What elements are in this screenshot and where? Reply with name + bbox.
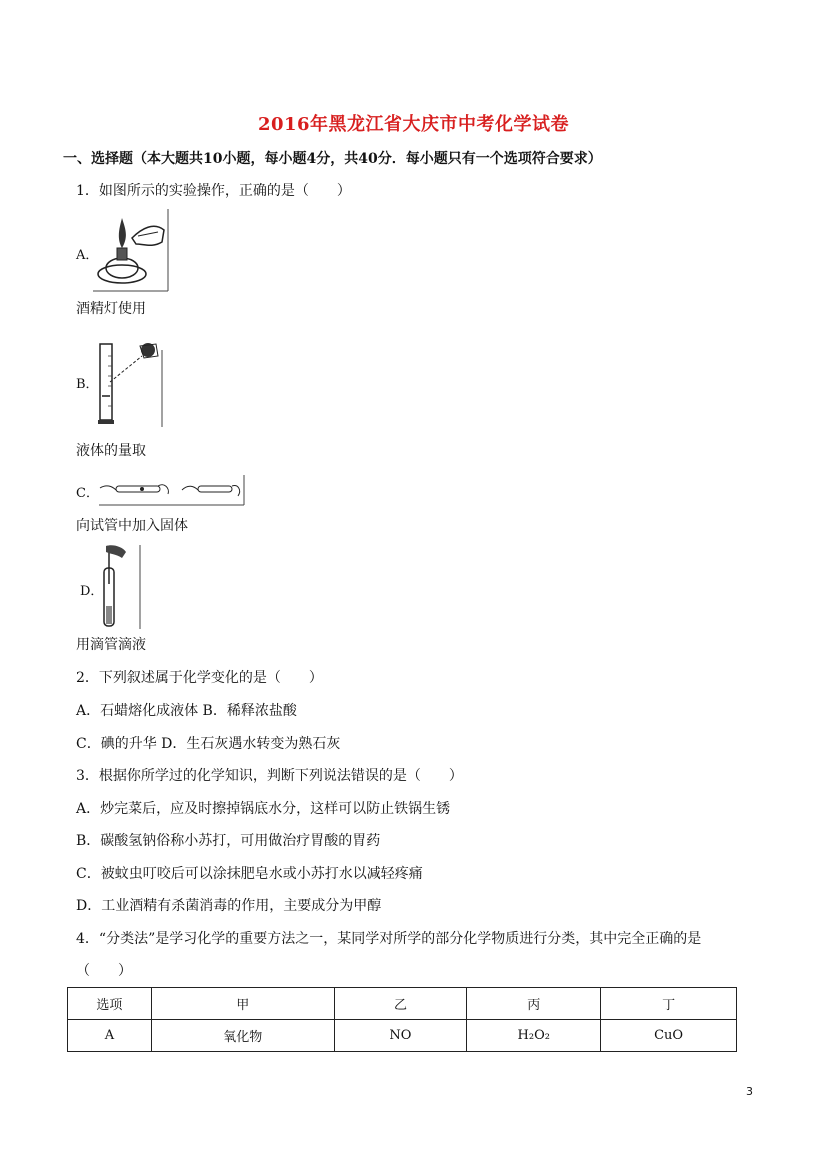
table-cell: H₂O₂: [467, 1020, 601, 1052]
table-cell: 氧化物: [151, 1020, 334, 1052]
table-cell: A: [68, 1020, 152, 1052]
section-heading: 一、选择题（本大题共10小题，每小题4分，共40分．每小题只有一个选项符合要求）: [63, 151, 602, 167]
table-header-cell: 乙: [334, 988, 467, 1020]
exam-title: 2016年黑龙江省大庆市中考化学试卷: [257, 114, 570, 135]
table-row: [68, 1020, 737, 1052]
question-3-option-b: B．碳酸氢钠俗称小苏打，可用做治疗胃酸的胃药: [76, 833, 381, 849]
question-2-stem: 2．下列叙述属于化学变化的是（ ）: [76, 670, 323, 686]
question-3-stem: 3．根据你所学过的化学知识，判断下列说法错误的是（ ）: [76, 768, 463, 784]
q1-option-b-caption: 液体的量取: [76, 443, 146, 459]
table-cell: NO: [334, 1020, 467, 1052]
question-2-options-line-1: A．石蜡熔化成液体 B．稀释浓盐酸: [76, 703, 297, 719]
table-header-cell: 丙: [467, 988, 601, 1020]
q1-option-a-letter: A．: [76, 248, 99, 263]
page-number: 3: [746, 1085, 753, 1098]
table-header-row: [68, 988, 737, 1020]
question-4-stem: 4．“分类法”是学习化学的重要方法之一，某同学对所学的部分化学物质进行分类，其中完全正确的是: [76, 931, 702, 947]
question-2-options-line-2: C．碘的升华 D．生石灰遇水转变为熟石灰: [76, 736, 341, 752]
table-header-cell: 丁: [601, 988, 737, 1020]
q1-option-d-letter: D．: [80, 584, 104, 599]
question-3-option-c: C．被蚊虫叮咬后可以涂抹肥皂水或小苏打水以减轻疼痛: [76, 866, 423, 882]
dropper-figure: [100, 544, 142, 630]
graduated-cylinder-figure: [98, 336, 164, 428]
question-4-stem-continued: （ ）: [76, 963, 132, 979]
question-3-option-a: A．炒完菜后，应及时擦掉锅底水分，这样可以防止铁锅生锈: [76, 801, 451, 817]
q1-option-d-caption: 用滴管滴液: [76, 637, 146, 653]
q1-option-c-letter: C．: [76, 486, 99, 501]
alcohol-lamp-figure: [92, 208, 170, 292]
table-cell: CuO: [601, 1020, 737, 1052]
test-tube-solid-figure: [98, 474, 246, 506]
q1-option-b-letter: B．: [76, 377, 99, 392]
classification-table: [67, 987, 737, 1052]
table-header-cell: 甲: [151, 988, 334, 1020]
question-1-stem: 1．如图所示的实验操作，正确的是（ ）: [76, 183, 351, 199]
question-3-option-d: D．工业酒精有杀菌消毒的作用，主要成分为甲醇: [76, 898, 382, 914]
q1-option-c-caption: 向试管中加入固体: [76, 518, 188, 534]
q1-option-a-caption: 酒精灯使用: [76, 301, 146, 317]
table-header-cell: 选项: [68, 988, 152, 1020]
